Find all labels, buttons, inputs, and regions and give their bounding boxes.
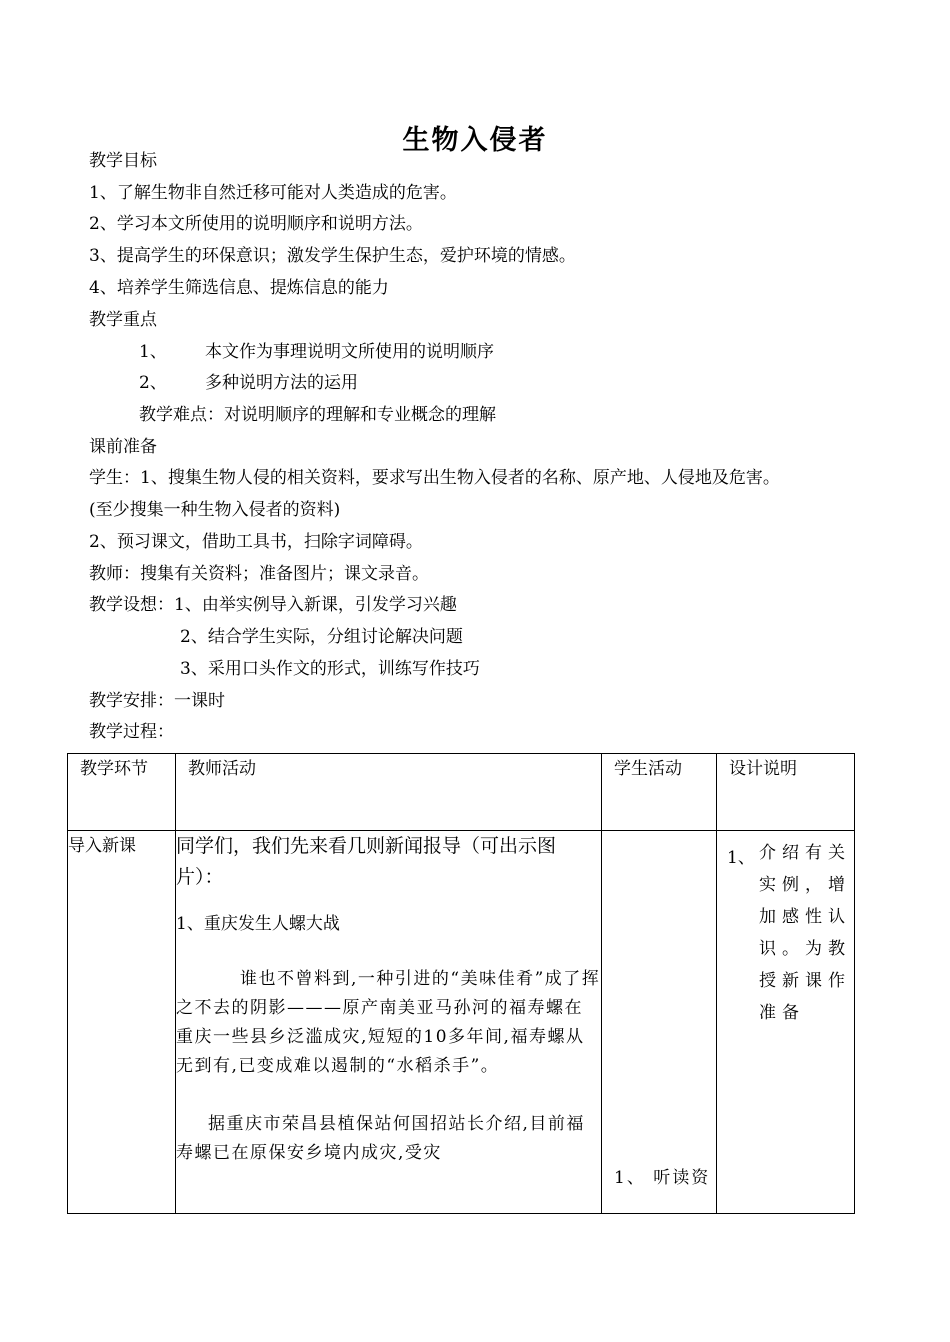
stage-label: 导入新课 xyxy=(68,836,136,856)
goal-item-4: 4、培养学生筛选信息、提炼信息的能力 xyxy=(89,278,389,298)
teacher-intro: 同学们，我们先来看几则新闻报导（可出示图片）： xyxy=(176,835,557,888)
preparation-student-2: 2、预习课文，借助工具书，扫除字词障碍。 xyxy=(89,532,423,552)
header-cell xyxy=(717,754,855,831)
teacher-activity-cell xyxy=(176,831,602,1214)
design-note-number: 1、 xyxy=(727,848,755,868)
header-cell xyxy=(68,754,176,831)
process-heading: 教学过程： xyxy=(89,722,174,742)
preparation-teacher: 教师：搜集有关资料；准备图片；课文录音。 xyxy=(89,564,429,584)
news-paragraph-1: 谁也不曾料到,一种引进的“美味佳肴”成了挥之不去的阴影———原产南美亚马孙河的福寿螺在重庆一些县乡泛滥成灾,短短的10多年间,福寿螺从无到有,已变成难以遏制的“水稻杀手”。 xyxy=(176,969,601,1076)
news-paragraph-2: 据重庆市荣昌县植保站何国招站长介绍,目前福寿螺已在原保安乡境内成灾,受灾 xyxy=(176,1114,585,1163)
goal-item-3: 3、提高学生的环保意识；激发学生保护生态，爱护环境的情感。 xyxy=(89,246,576,266)
key-point-2-number: 2、 xyxy=(139,373,167,393)
design-note-text: 介绍有关实例，增加感性认识。为教授新课作准备 xyxy=(759,843,851,1023)
student-activity-cell xyxy=(602,831,717,1214)
key-point-1-text: 本文作为事理说明文所使用的说明顺序 xyxy=(205,342,494,362)
table-header-row xyxy=(68,754,855,831)
design-idea-3: 3、采用口头作文的形式，训练写作技巧 xyxy=(180,659,480,679)
key-points-heading: 教学重点 xyxy=(89,310,157,330)
preparation-student-note: (至少搜集一种生物入侵者的资料) xyxy=(89,500,341,520)
goal-heading: 教学目标 xyxy=(89,151,157,171)
goal-item-1: 1、了解生物非自然迁移可能对人类造成的危害。 xyxy=(89,183,457,203)
key-point-2-text: 多种说明方法的运用 xyxy=(205,373,358,393)
header-cell xyxy=(176,754,602,831)
design-idea-1: 教学设想：1、由举实例导入新课，引发学习兴趣 xyxy=(89,595,457,615)
document-title: 生物入侵者 xyxy=(402,125,548,156)
header-cell xyxy=(602,754,717,831)
header-stage: 教学环节 xyxy=(80,759,148,779)
news-item-heading: 1、重庆发生人螺大战 xyxy=(176,914,340,934)
table-row xyxy=(68,831,855,1214)
stage-cell xyxy=(68,831,176,1214)
difficulty-line: 教学难点：对说明顺序的理解和专业概念的理解 xyxy=(139,405,496,425)
teaching-process-table xyxy=(67,753,855,1214)
design-idea-2: 2、结合学生实际，分组讨论解决问题 xyxy=(180,627,463,647)
goal-item-2: 2、学习本文所使用的说明顺序和说明方法。 xyxy=(89,214,423,234)
preparation-student: 学生：1、搜集生物人侵的相关资料，要求写出生物入侵者的名称、原产地、人侵地及危害。 xyxy=(89,468,780,488)
arrangement-line: 教学安排：一课时 xyxy=(89,691,225,711)
key-point-1-number: 1、 xyxy=(139,342,167,362)
design-notes-cell xyxy=(717,831,855,1214)
header-design-notes: 设计说明 xyxy=(729,759,797,779)
header-student-activity: 学生活动 xyxy=(614,759,682,779)
student-activity-text: 1、 听读资 xyxy=(614,1168,711,1188)
preparation-heading: 课前准备 xyxy=(89,437,157,457)
header-teacher-activity: 教师活动 xyxy=(188,759,256,779)
